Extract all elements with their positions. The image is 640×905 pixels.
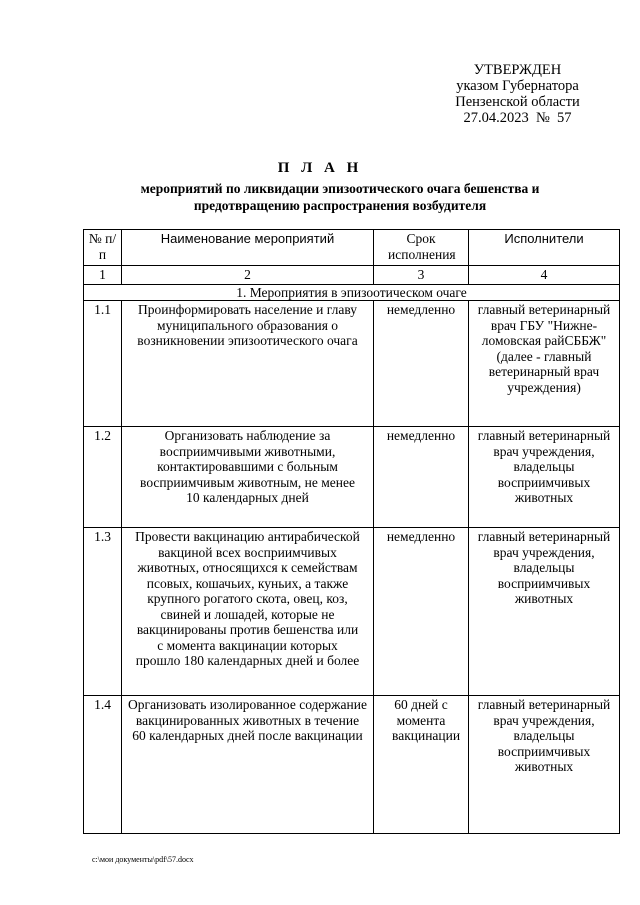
subtitle-line-2: предотвращению распространения возбудителя <box>193 198 487 213</box>
table-row <box>84 528 620 696</box>
header-num: № п/п <box>84 230 122 266</box>
row-num: 1.2 <box>84 427 122 528</box>
col-number: 2 <box>122 266 374 285</box>
document-title: П Л А Н <box>277 160 363 176</box>
table-row <box>84 696 620 834</box>
col-number: 4 <box>469 266 620 285</box>
table-row <box>84 301 620 427</box>
row-term: 60 дней с момента вакцинации <box>374 696 469 834</box>
table-header-row <box>84 230 620 266</box>
approval-line-2: указом Губернатора <box>456 78 579 94</box>
row-term: немедленно <box>374 528 469 696</box>
table-row <box>84 427 620 528</box>
col-number: 1 <box>84 266 122 285</box>
document-subtitle <box>90 180 590 214</box>
row-executors: главный ветеринарный врач ГБУ "Нижне-ломовская райСББЖ" (далее - главный ветеринарный врач учреждения) <box>469 301 620 427</box>
row-name: Провести вакцинацию антирабической вакциной всех восприимчивых животных, относящихся к семействам псовых, кошачьих, куньих, а также крупного рогатого скота, овец, коз, свиней и лошадей, которые не вакцинированы против бешенства или с момента вакцинации которых прошло 180 календарных дней и более <box>122 528 374 696</box>
row-executors: главный ветеринарный врач учреждения, владельцы восприимчивых животных <box>469 528 620 696</box>
header-name: Наименование мероприятий <box>122 230 374 266</box>
file-path-footer: c:\мои документы\pdf\57.docx <box>92 855 194 864</box>
row-executors: главный ветеринарный врач учреждения, владельцы восприимчивых животных <box>469 696 620 834</box>
approval-line-4: 27.04.2023 № 57 <box>463 110 572 126</box>
approval-stamp-block <box>430 62 605 126</box>
subtitle-line-1: мероприятий по ликвидации эпизоотического очага бешенства и <box>140 181 540 196</box>
row-num: 1.4 <box>84 696 122 834</box>
row-term: немедленно <box>374 301 469 427</box>
row-term: немедленно <box>374 427 469 528</box>
section-row <box>84 284 620 301</box>
section-title: 1. Мероприятия в эпизоотическом очаге <box>84 284 620 301</box>
column-number-row <box>84 266 620 285</box>
row-name: Организовать наблюдение за восприимчивыми животными, контактировавшими с больным восприимчивым животным, не менее 10 календарных дней <box>122 427 374 528</box>
row-executors: главный ветеринарный врач учреждения, владельцы восприимчивых животных <box>469 427 620 528</box>
row-name: Организовать изолированное содержание вакцинированных животных в течение 60 календарных дней после вакцинации <box>122 696 374 834</box>
header-executors: Исполнители <box>469 230 620 266</box>
row-num: 1.1 <box>84 301 122 427</box>
row-name: Проинформировать население и главу муниципального образования о возникновении эпизоотического очага <box>122 301 374 427</box>
approval-line-1: УТВЕРЖДЕН <box>473 62 562 78</box>
header-term: Срок исполнения <box>374 230 469 266</box>
col-number: 3 <box>374 266 469 285</box>
plan-table <box>83 229 620 834</box>
row-num: 1.3 <box>84 528 122 696</box>
approval-line-3: Пензенской области <box>455 94 580 110</box>
